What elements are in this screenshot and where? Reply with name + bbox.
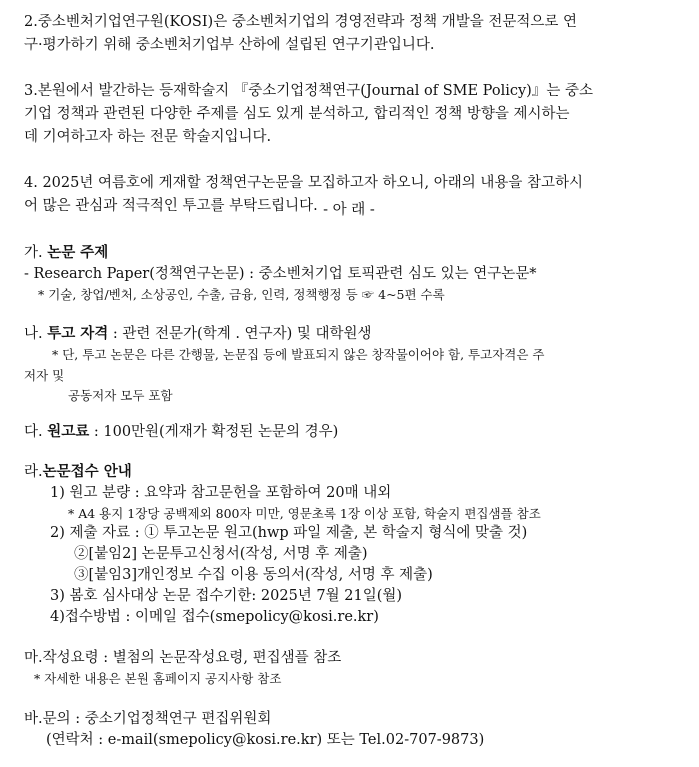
- para-3-line-3: 데 기여하고자 하는 전문 학술지입니다.: [24, 129, 272, 145]
- section-ma-line: 마.작성요령 : 별첨의 논문작성요령, 편집샘플 참조: [24, 650, 342, 666]
- para-4-line-2: 어 많은 관심과 적극적인 투고를 부탁드립니다.: [24, 198, 318, 214]
- section-ra-item-4: 4)접수방법 : 이메일 접수(smepolicy@kosi.re.kr): [50, 609, 379, 625]
- section-ra-item-1-note: * A4 용지 1장당 공백제외 800자 미만, 영문초록 1장 이상 포함, 학술지 편집샘플 참조: [68, 506, 541, 521]
- section-ra-item-2: 2) 제출 자료 : ① 투고논문 원고(hwp 파일 제출, 본 학술지 형식에 맞출 것): [50, 525, 528, 541]
- section-ra-heading: 라.논문접수 안내: [24, 463, 132, 480]
- section-ga-line: - Research Paper(정책연구논문) : 중소벤처기업 토픽관련 심도 있는 연구논문*: [24, 266, 537, 282]
- section-ra-item-3: 3) 봄호 심사대상 논문 접수기한: 2025년 7월 21일(월): [50, 588, 403, 604]
- section-ba-line-1: 바.문의 : 중소기업정책연구 편집위원회: [24, 711, 272, 727]
- below-heading: - 아 래 -: [323, 202, 375, 218]
- section-ga-note: * 기술, 창업/벤처, 소상공인, 수출, 금융, 인력, 정책행정 등 ☞ 4~5편 수록: [38, 287, 445, 302]
- para-3-line-1: 3.본원에서 발간하는 등재학술지 『중소기업정책연구(Journal of SME Policy)』는 중소: [24, 83, 593, 99]
- para-2-line-2: 구·평가하기 위해 중소벤처기업부 산하에 설립된 연구기관입니다.: [24, 37, 435, 53]
- section-ma-note: * 자세한 내용은 본원 홈페이지 공지사항 참조: [34, 671, 282, 686]
- para-4-line-1: 4. 2025년 여름호에 게재할 정책연구논문을 모집하고자 하오니, 아래의 내용을 참고하시: [24, 175, 584, 191]
- section-na-heading: 나. 투고 자격 : 관련 전문가(학계 . 연구자) 및 대학원생: [24, 325, 372, 342]
- section-na-note-3: 공동저자 모두 포함: [68, 388, 173, 403]
- section-ga-heading: 가. 논문 주제: [24, 244, 109, 261]
- section-ra-item-2b: ②[붙임2] 논문투고신청서(작성, 서명 후 제출): [74, 546, 368, 562]
- section-ra-item-1: 1) 원고 분량 : 요약과 참고문헌을 포함하여 20매 내외: [50, 485, 392, 501]
- section-na-note-1: * 단, 투고 논문은 다른 간행물, 논문집 등에 발표되지 않은 창작물이어야 함, 투고자격은 주: [52, 347, 545, 362]
- section-ba-line-2: (연락처 : e-mail(smepolicy@kosi.re.kr) 또는 Tel.02-707-9873): [46, 732, 485, 748]
- section-ra-item-2c: ③[붙임3]개인정보 수집 이용 동의서(작성, 서명 후 제출): [74, 567, 433, 583]
- section-na-note-2: 저자 및: [24, 368, 65, 383]
- section-ra-title: 논문접수 안내: [42, 463, 132, 480]
- para-2-line-1: 2.중소벤처기업연구원(KOSI)은 중소벤처기업의 경영전략과 정책 개발을 전문적으로 연: [24, 14, 578, 30]
- section-da-heading: 다. 원고료 : 100만원(게재가 확정된 논문의 경우): [24, 423, 339, 440]
- section-na-title: 투고 자격: [47, 325, 109, 342]
- section-da-title: 원고료: [47, 423, 90, 440]
- section-ga-title: 논문 주제: [47, 244, 109, 261]
- para-3-line-2: 기업 정책과 관련된 다양한 주제를 심도 있게 분석하고, 합리적인 정책 방향을 제시하는: [24, 106, 570, 122]
